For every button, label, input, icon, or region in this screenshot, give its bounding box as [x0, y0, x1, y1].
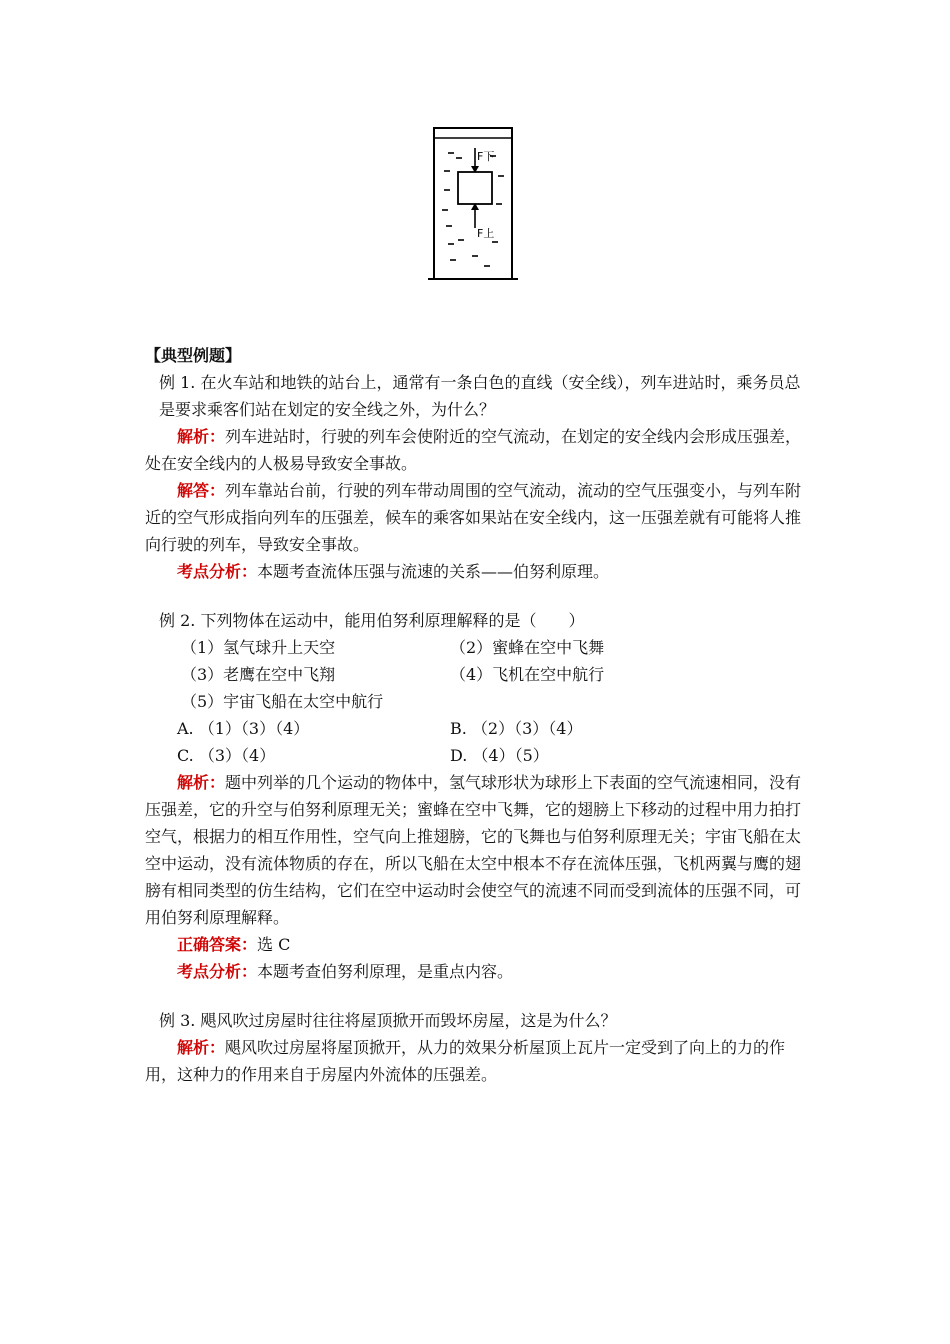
spacer: [145, 585, 813, 607]
ex1-answer: [145, 477, 813, 558]
ex2-items-row-3: [145, 688, 813, 715]
force-label-bottom: F上: [477, 227, 495, 240]
ex2-choice-b: B. （2）（3）（4）: [450, 719, 583, 738]
ex1-analysis-label: 解析：: [177, 427, 226, 446]
ex1-answer-label: 解答：: [177, 481, 226, 500]
ex3-analysis-label: 解析：: [177, 1038, 226, 1057]
force-label-top: F下: [477, 150, 495, 163]
ex1-point-text: 本题考查流体压强与流速的关系——伯努利原理。: [257, 562, 610, 581]
ex2-choice-d: D. （4）（5）: [450, 746, 549, 765]
ex2-item-2: （2）蜜蜂在空中飞舞: [450, 638, 605, 657]
ex2-items-row-1: [145, 634, 813, 661]
ex1-point: [145, 558, 813, 585]
ex2-item-1: （1）氢气球升上天空: [181, 638, 336, 657]
ex2-point-label: 考点分析：: [177, 962, 258, 981]
ex2-correct-label: 正确答案：: [177, 935, 258, 954]
ex2-choice-a: A. （1）（3）（4）: [177, 719, 310, 738]
ex1-answer-text: 列车靠站台前，行驶的列车带动周围的空气流动，流动的空气压强变小，与列车附近的空气形成指向列车的压强差，候车的乘客如果站在安全线内，这一压强差就有可能将人推向行驶的列车，导致安全事故。: [145, 481, 802, 554]
ex3-question: 例 3. 飓风吹过房屋时往往将屋顶掀开而毁坏房屋，这是为什么？: [159, 1011, 617, 1030]
ex2-analysis-label: 解析：: [177, 773, 226, 792]
ex1-analysis-text: 列车进站时，行驶的列车会使附近的空气流动，在划定的安全线内会形成压强差，处在安全线内的人极易导致安全事故。: [145, 427, 802, 473]
ex2-correct-text: 选 C: [257, 935, 291, 954]
ex2-analysis: [145, 769, 813, 931]
ex2-item-5: （5）宇宙飞船在太空中航行: [181, 692, 384, 711]
ex2-item-3: （3）老鹰在空中飞翔: [181, 665, 336, 684]
ex2-point: [145, 958, 813, 985]
ex2-correct: [145, 931, 813, 958]
ex3-analysis-text: 飓风吹过房屋将屋顶掀开，从力的效果分析屋顶上瓦片一定受到了向上的力的作用，这种力的作用来自于房屋内外流体的压强差。: [145, 1038, 786, 1084]
document-body: [145, 342, 813, 1088]
ex2-items-row-2: [145, 661, 813, 688]
ex2-choices-row-1: [145, 715, 813, 742]
ex1-analysis: [145, 423, 813, 477]
ex2-choice-c: C. （3）（4）: [177, 746, 276, 765]
ex2-analysis-text: 题中列举的几个运动的物体中，氢气球形状为球形上下表面的空气流速相同，没有压强差，它的升空与伯努利原理无关；蜜蜂在空中飞舞，它的翅膀上下移动的过程中用力拍打空气，根据力的相互作用性，空气向上推翅膀，它的飞舞也与伯努利原理无关；宇宙飞船在太空中运动，没有流体物质的存在，所以飞船在太空中根本不存在流体压强，飞机两翼与鹰的翅膀有相同类型的仿生结构，它们在空中运动时会使空气的流速不同而受到流体的压强不同，可用伯努利原理解释。: [145, 773, 802, 927]
liquid-container-figure: [428, 126, 518, 282]
ex2-choices-row-2: [145, 742, 813, 769]
section-title: 【典型例题】: [145, 346, 242, 365]
ex1-point-label: 考点分析：: [177, 562, 258, 581]
ex2-question: 例 2. 下列物体在运动中，能用伯努利原理解释的是（ ）: [159, 611, 585, 630]
ex1-question: 例 1. 在火车站和地铁的站台上，通常有一条白色的直线（安全线），列车进站时，乘务员总是要求乘客们站在划定的安全线之外，为什么？: [159, 373, 801, 419]
ex2-item-4: （4）飞机在空中航行: [450, 665, 605, 684]
ex3-analysis: [145, 1034, 813, 1088]
spacer: [145, 985, 813, 1007]
ex2-point-text: 本题考查伯努利原理，是重点内容。: [257, 962, 514, 981]
